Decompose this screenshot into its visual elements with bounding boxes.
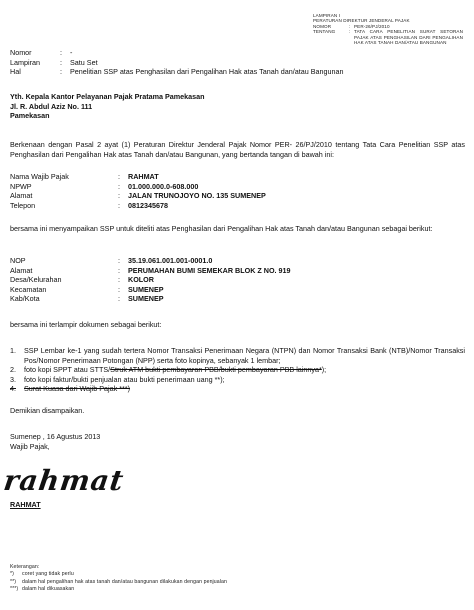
lampiran-heading: LAMPIRAN I [313, 13, 341, 18]
row-colon: : [118, 181, 120, 191]
list-item [10, 384, 465, 394]
meta-nomor-label: Nomor [10, 48, 32, 57]
recipient-block [10, 92, 465, 121]
note-marker: *) [10, 571, 14, 578]
property-row [10, 294, 465, 304]
row-colon: : [118, 294, 120, 304]
row-colon: : [118, 265, 120, 275]
recipient-line-2: Jl. R. Abdul Aziz No. 111 [10, 101, 93, 111]
note-marker: ***) [10, 586, 19, 593]
attachment-item-2-part-c: ); [321, 365, 327, 375]
list-number: 2. [10, 365, 16, 375]
property-value: SUMENEP [128, 284, 164, 294]
list-item [10, 346, 465, 365]
note-text: dalam hal dikuasakan [22, 586, 75, 593]
attachment-item-2-struck: Struk ATM bukti pembayaran PBB/bukti pembayaran PBB lainnya* [110, 365, 322, 375]
row-colon: : [118, 191, 120, 201]
taxpayer-block [10, 172, 465, 210]
meta-hal-label: Hal [10, 67, 21, 77]
property-row [10, 285, 465, 295]
taxpayer-label: Alamat [10, 191, 33, 201]
property-label: Kecamatan [10, 284, 47, 294]
meta-colon: : [60, 57, 62, 67]
meta-lampiran-row [10, 58, 465, 68]
closing-text: Demikian disampaikan. [10, 406, 85, 415]
place-date: Sumenep , 16 Agustus 2013 [10, 432, 101, 441]
regulation-header [313, 13, 463, 45]
property-label: NOP [10, 256, 26, 265]
meta-lampiran-label: Lampiran [10, 57, 40, 67]
attachment-item-3: foto kopi faktur/bukti penjualan atau bukti penerimaan uang **); [24, 374, 225, 384]
note-marker: **) [10, 578, 17, 585]
meta-colon: : [60, 67, 62, 77]
attachment-item-1: SSP Lembar ke-1 yang sudah tertera Nomor Transaksi Penerimaan Negara (NTPN) dan Nomor Transaksi Bank (NTB)/Nomor Transaksi Pos/Nomor Penerimaan Potongan (NPP) serta foto kopinya, sebanyak 1 lembar; [24, 346, 465, 365]
middle-paragraph: bersama ini menyampaikan SSP untuk diteliti atas Penghasilan dari Pengalihan Hak atas Tanah dan/atau Bangunan sebagai berikut: [10, 224, 433, 233]
taxpayer-value: 01.000.000.0-608.000 [128, 181, 199, 191]
attachment-item-4: Surat Kuasa dari Wajib Pajak ***) [24, 384, 130, 394]
signature-block [10, 432, 100, 451]
meta-colon: : [60, 48, 62, 57]
wajib-pajak-label: Wajib Pajak, [10, 441, 50, 451]
taxpayer-value: JALAN TRUNOJOYO NO. 135 SUMENEP [128, 191, 266, 201]
property-label: Desa/Kelurahan [10, 275, 62, 285]
attachment-item-2 [24, 365, 465, 375]
signer-name: RAHMAT [10, 500, 41, 509]
row-colon: : [118, 172, 120, 181]
property-value: SUMENEP [128, 294, 164, 304]
meta-nomor-value: - [70, 48, 73, 57]
intro-paragraph: Berkenaan dengan Pasal 2 ayat (1) Peraturan Direktur Jenderal Pajak Nomor PER- 26/PJ/2010 tentang Tata Cara Penelitian SSP atas Penghasilan dari Pengalihan Hak atas Tanah dan/atau Bangunan, yang bertanda tangan di bawah ini: [10, 140, 465, 159]
property-label: Alamat [10, 265, 33, 275]
meta-hal-row [10, 67, 465, 77]
taxpayer-row [10, 191, 465, 201]
row-colon: : [118, 256, 120, 265]
property-row [10, 275, 465, 285]
header-nomor-label: NOMOR [313, 23, 332, 29]
property-block [10, 256, 465, 304]
note-text: dalam hal pengalihan hak atas tanah dan/atau bangunan dilakukan dengan penjualan [22, 578, 228, 585]
attachment-list [10, 346, 465, 394]
recipient-line-3: Pamekasan [10, 111, 50, 121]
property-row [10, 266, 465, 276]
header-nomor-value: PER-26/PJ/2010 [354, 23, 390, 29]
letter-meta [10, 48, 465, 77]
taxpayer-label: NPWP [10, 181, 32, 191]
property-label: Kab/Kota [10, 294, 40, 304]
notes-block [10, 564, 465, 594]
handwritten-signature: rahmat [1, 464, 127, 497]
header-tentang-value: TATA CARA PENELITIAN SURAT SETORAN PAJAK ATAS PENGHASILAN DARI PENGALIHAN HAK ATAS TANAH DAN/ATAU BANGUNAN [354, 29, 463, 46]
meta-nomor-row [10, 48, 465, 58]
taxpayer-row [10, 201, 465, 211]
taxpayer-value: RAHMAT [128, 172, 159, 181]
header-nomor-colon: : [349, 23, 351, 29]
property-row [10, 256, 465, 266]
property-value: 35.19.061.001.001-0001.0 [128, 256, 213, 265]
taxpayer-label: Nama Wajib Pajak [10, 172, 69, 181]
note-text: coret yang tidak perlu [22, 571, 74, 578]
property-value: PERUMAHAN BUMI SEMEKAR BLOK Z NO. 919 [128, 265, 291, 275]
list-number: 3. [10, 374, 16, 384]
header-tentang-row [313, 29, 463, 45]
row-colon: : [118, 275, 120, 285]
meta-hal-value: Penelitian SSP atas Penghasilan dari Pengalihan Hak atas Tanah dan/atau Bangunan [70, 67, 344, 77]
list-number: 4. [10, 384, 16, 394]
note-row [10, 586, 465, 593]
header-tentang-colon: : [349, 29, 351, 35]
header-tentang-label: TENTANG [313, 29, 336, 35]
attachment-intro: bersama ini terlampir dokumen sebagai berikut: [10, 320, 162, 329]
peraturan-heading: PERATURAN DIREKTUR JENDERAL PAJAK [313, 18, 410, 24]
note-row [10, 571, 465, 578]
recipient-line-1: Yth. Kepala Kantor Pelayanan Pajak Pratama Pamekasan [10, 92, 205, 101]
taxpayer-row [10, 182, 465, 192]
taxpayer-row [10, 172, 465, 182]
taxpayer-label: Telepon [10, 200, 36, 210]
list-item [10, 375, 465, 385]
list-item [10, 365, 465, 375]
row-colon: : [118, 284, 120, 294]
note-row [10, 579, 465, 586]
property-value: KOLOR [128, 275, 154, 285]
meta-lampiran-value: Satu Set [70, 57, 98, 67]
row-colon: : [118, 200, 120, 210]
attachment-item-2-part-a: foto kopi SPPT atau STTS/ [24, 365, 111, 375]
taxpayer-value: 0812345678 [128, 200, 168, 210]
notes-title: Keterangan: [10, 564, 40, 570]
list-number: 1. [10, 346, 16, 355]
